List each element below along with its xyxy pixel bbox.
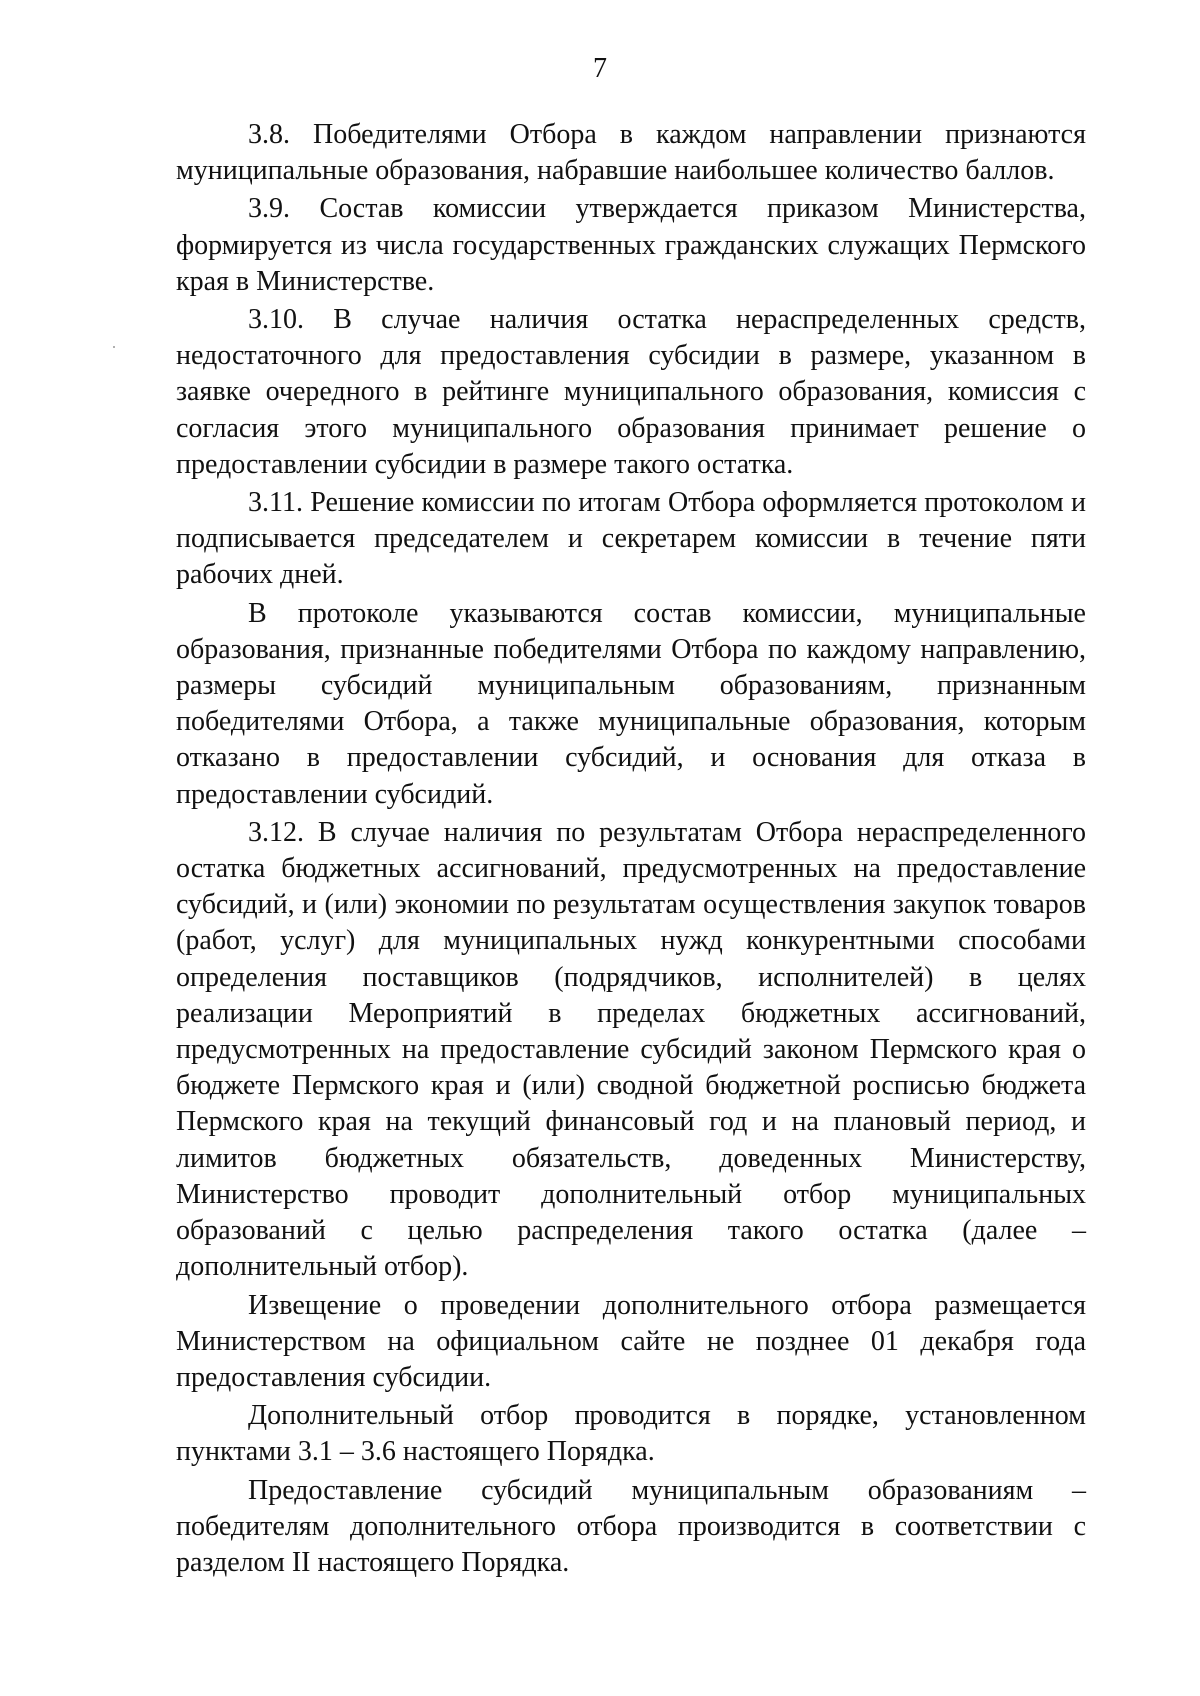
paragraph-additional-selection: Дополнительный отбор проводится в порядке, установленном пунктами 3.1 – 3.6 настоящего Порядка. <box>176 1400 1086 1468</box>
paragraph-3-8: 3.8. Победителями Отбора в каждом направлении признаются муниципальные образования, набравшие наибольшее количество баллов. <box>176 119 1086 187</box>
paragraph-3-9: 3.9. Состав комиссии утверждается приказом Министерства, формируется из числа государственных гражданских служащих Пермского края в Министерстве. <box>176 193 1086 297</box>
paragraph-protocol: В протоколе указываются состав комиссии, муниципальные образования, признанные победителями Отбора по каждому направлению, размеры субсидий муниципальным образованиям, признанным победителями Отбора, а также муниципальные образования, которым отказано в предоставлении субсидий, и основания для отказа в предоставлении субсидий. <box>176 597 1086 810</box>
document-body <box>176 117 1086 1581</box>
paragraph-3-11: 3.11. Решение комиссии по итогам Отбора оформляется протоколом и подписывается председателем и секретарем комиссии в течение пяти рабочих дней. <box>176 487 1086 591</box>
paragraph-3-12: 3.12. В случае наличия по результатам Отбора нераспределенного остатка бюджетных ассигнований, предусмотренных на предоставление субсидий, и (или) экономии по результатам осуществления закупок товаров (работ, услуг) для муниципальных нужд конкурентными способами определения поставщиков (подрядчиков, исполнителей) в целях реализации Мероприятий в пределах бюджетных ассигнований, предусмотренных на предоставление субсидий законом Пермского края о бюджете Пермского края и (или) сводной бюджетной росписью бюджета Пермского края на текущий финансовый год и на плановый период, и лимитов бюджетных обязательств, доведенных Министерству, Министерство проводит дополнительный отбор муниципальных образований с целью распределения такого остатка (далее – дополнительный отбор). <box>176 816 1086 1283</box>
paragraph-notice: Извещение о проведении дополнительного отбора размещается Министерством на официальном сайте не позднее 01 декабря года предоставления субсидии. <box>176 1289 1086 1393</box>
scan-speck <box>113 346 115 348</box>
page-number: 7 <box>593 53 607 84</box>
paragraph-3-10: 3.10. В случае наличия остатка нераспределенных средств, недостаточного для предоставления субсидии в размере, указанном в заявке очередного в рейтинге муниципального образования, комиссия с согласия этого муниципального образования принимает решение о предоставлении субсидии в размере такого остатка. <box>176 304 1086 480</box>
paragraph-subsidy-provision: Предоставление субсидий муниципальным образованиям – победителям дополнительного отбора производится в соответствии с разделом II настоящего Порядка. <box>176 1474 1086 1578</box>
